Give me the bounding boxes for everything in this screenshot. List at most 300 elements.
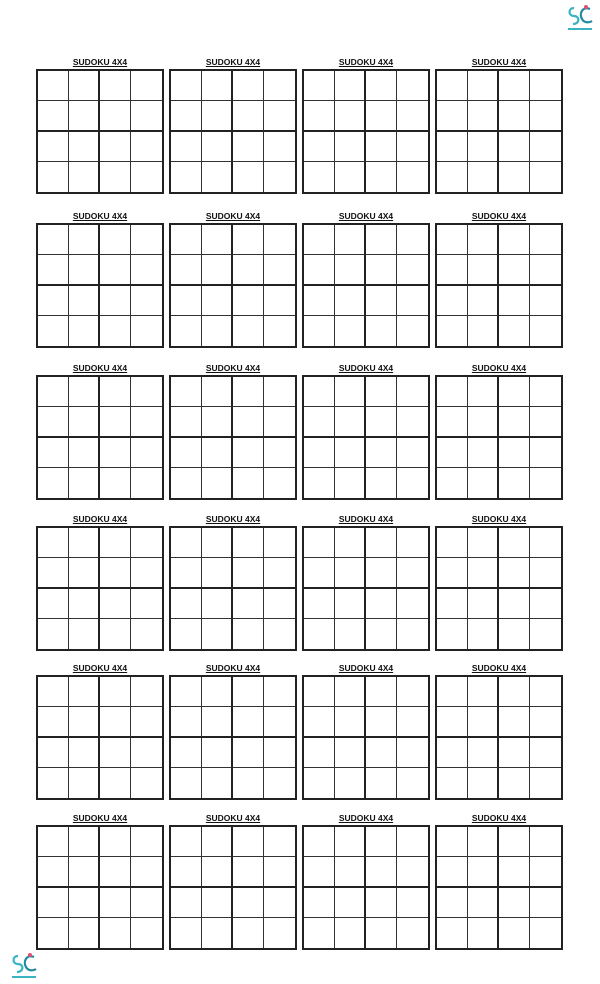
sudoku-cell[interactable] — [366, 286, 397, 316]
sudoku-cell[interactable] — [530, 407, 561, 437]
sudoku-cell[interactable] — [100, 101, 131, 131]
sudoku-cell[interactable] — [468, 857, 499, 887]
sudoku-cell[interactable] — [335, 71, 366, 101]
sudoku-cell[interactable] — [335, 438, 366, 468]
sudoku-cell[interactable] — [202, 619, 233, 649]
sudoku-cell[interactable] — [100, 438, 131, 468]
sudoku-cell[interactable] — [397, 768, 428, 798]
sudoku-cell[interactable] — [233, 407, 264, 437]
sudoku-cell[interactable] — [304, 738, 335, 768]
sudoku-cell[interactable] — [366, 619, 397, 649]
sudoku-cell[interactable] — [335, 255, 366, 285]
sudoku-cell[interactable] — [264, 738, 295, 768]
sudoku-cell[interactable] — [437, 918, 468, 948]
sudoku-cell[interactable] — [499, 918, 530, 948]
sudoku-cell[interactable] — [304, 888, 335, 918]
sudoku-cell[interactable] — [264, 101, 295, 131]
sudoku-cell[interactable] — [397, 707, 428, 737]
sudoku-cell[interactable] — [366, 589, 397, 619]
sudoku-cell[interactable] — [233, 71, 264, 101]
sudoku-cell[interactable] — [171, 677, 202, 707]
sudoku-cell[interactable] — [131, 438, 162, 468]
sudoku-cell[interactable] — [69, 286, 100, 316]
sudoku-cell[interactable] — [233, 827, 264, 857]
sudoku-cell[interactable] — [530, 225, 561, 255]
sudoku-cell[interactable] — [38, 768, 69, 798]
sudoku-cell[interactable] — [468, 286, 499, 316]
sudoku-cell[interactable] — [335, 286, 366, 316]
sudoku-cell[interactable] — [69, 738, 100, 768]
sudoku-cell[interactable] — [335, 918, 366, 948]
sudoku-cell[interactable] — [131, 528, 162, 558]
sudoku-cell[interactable] — [437, 286, 468, 316]
sudoku-cell[interactable] — [202, 768, 233, 798]
sudoku-cell[interactable] — [397, 857, 428, 887]
sudoku-cell[interactable] — [233, 918, 264, 948]
sudoku-cell[interactable] — [202, 225, 233, 255]
sudoku-cell[interactable] — [437, 316, 468, 346]
sudoku-cell[interactable] — [468, 468, 499, 498]
sudoku-cell[interactable] — [38, 407, 69, 437]
sudoku-cell[interactable] — [499, 468, 530, 498]
sudoku-cell[interactable] — [202, 286, 233, 316]
sudoku-cell[interactable] — [38, 738, 69, 768]
sudoku-cell[interactable] — [397, 677, 428, 707]
sudoku-cell[interactable] — [397, 528, 428, 558]
sudoku-cell[interactable] — [397, 101, 428, 131]
sudoku-cell[interactable] — [38, 255, 69, 285]
sudoku-cell[interactable] — [171, 377, 202, 407]
sudoku-cell[interactable] — [171, 468, 202, 498]
sudoku-cell[interactable] — [468, 225, 499, 255]
sudoku-cell[interactable] — [335, 888, 366, 918]
sudoku-cell[interactable] — [69, 377, 100, 407]
sudoku-cell[interactable] — [202, 707, 233, 737]
sudoku-cell[interactable] — [202, 918, 233, 948]
sudoku-cell[interactable] — [202, 255, 233, 285]
sudoku-cell[interactable] — [233, 377, 264, 407]
sudoku-cell[interactable] — [202, 101, 233, 131]
sudoku-cell[interactable] — [38, 225, 69, 255]
sudoku-cell[interactable] — [38, 707, 69, 737]
sudoku-cell[interactable] — [437, 255, 468, 285]
sudoku-cell[interactable] — [171, 558, 202, 588]
sudoku-cell[interactable] — [499, 738, 530, 768]
sudoku-cell[interactable] — [264, 225, 295, 255]
sudoku-cell[interactable] — [366, 377, 397, 407]
sudoku-cell[interactable] — [264, 528, 295, 558]
sudoku-cell[interactable] — [233, 738, 264, 768]
sudoku-cell[interactable] — [69, 528, 100, 558]
sudoku-cell[interactable] — [530, 558, 561, 588]
sudoku-cell[interactable] — [38, 377, 69, 407]
sudoku-cell[interactable] — [366, 768, 397, 798]
sudoku-cell[interactable] — [397, 286, 428, 316]
sudoku-cell[interactable] — [69, 101, 100, 131]
sudoku-cell[interactable] — [131, 468, 162, 498]
sudoku-cell[interactable] — [468, 162, 499, 192]
sudoku-cell[interactable] — [499, 589, 530, 619]
sudoku-cell[interactable] — [397, 316, 428, 346]
sudoku-cell[interactable] — [468, 377, 499, 407]
sudoku-cell[interactable] — [100, 225, 131, 255]
sudoku-cell[interactable] — [171, 286, 202, 316]
sudoku-cell[interactable] — [499, 316, 530, 346]
sudoku-cell[interactable] — [304, 677, 335, 707]
sudoku-cell[interactable] — [499, 827, 530, 857]
sudoku-cell[interactable] — [468, 589, 499, 619]
sudoku-cell[interactable] — [131, 407, 162, 437]
sudoku-cell[interactable] — [335, 738, 366, 768]
sudoku-cell[interactable] — [304, 255, 335, 285]
sudoku-cell[interactable] — [397, 558, 428, 588]
sudoku-cell[interactable] — [38, 589, 69, 619]
sudoku-cell[interactable] — [335, 589, 366, 619]
sudoku-cell[interactable] — [499, 132, 530, 162]
sudoku-cell[interactable] — [530, 707, 561, 737]
sudoku-cell[interactable] — [233, 162, 264, 192]
sudoku-cell[interactable] — [366, 162, 397, 192]
sudoku-cell[interactable] — [304, 528, 335, 558]
sudoku-cell[interactable] — [264, 677, 295, 707]
sudoku-cell[interactable] — [468, 768, 499, 798]
sudoku-cell[interactable] — [304, 71, 335, 101]
sudoku-cell[interactable] — [38, 619, 69, 649]
sudoku-cell[interactable] — [131, 918, 162, 948]
sudoku-cell[interactable] — [468, 888, 499, 918]
sudoku-cell[interactable] — [202, 438, 233, 468]
sudoku-cell[interactable] — [366, 71, 397, 101]
sudoku-cell[interactable] — [100, 857, 131, 887]
sudoku-cell[interactable] — [437, 768, 468, 798]
sudoku-cell[interactable] — [131, 71, 162, 101]
sudoku-cell[interactable] — [131, 827, 162, 857]
sudoku-cell[interactable] — [38, 132, 69, 162]
sudoku-cell[interactable] — [304, 827, 335, 857]
sudoku-cell[interactable] — [304, 101, 335, 131]
sudoku-cell[interactable] — [530, 619, 561, 649]
sudoku-cell[interactable] — [171, 407, 202, 437]
sudoku-cell[interactable] — [69, 132, 100, 162]
sudoku-cell[interactable] — [335, 827, 366, 857]
sudoku-cell[interactable] — [38, 286, 69, 316]
sudoku-cell[interactable] — [304, 132, 335, 162]
sudoku-cell[interactable] — [233, 101, 264, 131]
sudoku-cell[interactable] — [171, 225, 202, 255]
sudoku-cell[interactable] — [100, 286, 131, 316]
sudoku-cell[interactable] — [202, 888, 233, 918]
sudoku-cell[interactable] — [38, 101, 69, 131]
sudoku-cell[interactable] — [468, 738, 499, 768]
sudoku-cell[interactable] — [202, 677, 233, 707]
sudoku-cell[interactable] — [38, 468, 69, 498]
sudoku-cell[interactable] — [38, 857, 69, 887]
sudoku-cell[interactable] — [69, 225, 100, 255]
sudoku-cell[interactable] — [499, 888, 530, 918]
sudoku-cell[interactable] — [131, 707, 162, 737]
sudoku-cell[interactable] — [468, 101, 499, 131]
sudoku-cell[interactable] — [335, 528, 366, 558]
sudoku-cell[interactable] — [233, 468, 264, 498]
sudoku-cell[interactable] — [304, 707, 335, 737]
sudoku-cell[interactable] — [131, 286, 162, 316]
sudoku-cell[interactable] — [171, 768, 202, 798]
sudoku-cell[interactable] — [437, 377, 468, 407]
sudoku-cell[interactable] — [264, 589, 295, 619]
sudoku-cell[interactable] — [335, 225, 366, 255]
sudoku-cell[interactable] — [171, 255, 202, 285]
sudoku-cell[interactable] — [304, 857, 335, 887]
sudoku-cell[interactable] — [499, 768, 530, 798]
sudoku-cell[interactable] — [264, 162, 295, 192]
sudoku-cell[interactable] — [69, 589, 100, 619]
sudoku-cell[interactable] — [233, 677, 264, 707]
sudoku-cell[interactable] — [499, 71, 530, 101]
sudoku-cell[interactable] — [131, 558, 162, 588]
sudoku-cell[interactable] — [397, 407, 428, 437]
sudoku-cell[interactable] — [437, 888, 468, 918]
sudoku-cell[interactable] — [264, 132, 295, 162]
sudoku-cell[interactable] — [233, 888, 264, 918]
sudoku-cell[interactable] — [69, 888, 100, 918]
sudoku-cell[interactable] — [335, 857, 366, 887]
sudoku-cell[interactable] — [69, 71, 100, 101]
sudoku-cell[interactable] — [499, 438, 530, 468]
sudoku-cell[interactable] — [366, 707, 397, 737]
sudoku-cell[interactable] — [69, 918, 100, 948]
sudoku-cell[interactable] — [530, 101, 561, 131]
sudoku-cell[interactable] — [366, 827, 397, 857]
sudoku-cell[interactable] — [202, 316, 233, 346]
sudoku-cell[interactable] — [468, 528, 499, 558]
sudoku-cell[interactable] — [335, 677, 366, 707]
sudoku-cell[interactable] — [100, 677, 131, 707]
sudoku-cell[interactable] — [304, 225, 335, 255]
sudoku-cell[interactable] — [100, 619, 131, 649]
sudoku-cell[interactable] — [530, 316, 561, 346]
sudoku-cell[interactable] — [171, 738, 202, 768]
sudoku-cell[interactable] — [437, 677, 468, 707]
sudoku-cell[interactable] — [264, 407, 295, 437]
sudoku-cell[interactable] — [264, 857, 295, 887]
sudoku-cell[interactable] — [366, 918, 397, 948]
sudoku-cell[interactable] — [100, 255, 131, 285]
sudoku-cell[interactable] — [468, 407, 499, 437]
sudoku-cell[interactable] — [69, 827, 100, 857]
sudoku-cell[interactable] — [171, 827, 202, 857]
sudoku-cell[interactable] — [264, 707, 295, 737]
sudoku-cell[interactable] — [171, 438, 202, 468]
sudoku-cell[interactable] — [202, 162, 233, 192]
sudoku-cell[interactable] — [264, 286, 295, 316]
sudoku-cell[interactable] — [304, 619, 335, 649]
sudoku-cell[interactable] — [171, 619, 202, 649]
sudoku-cell[interactable] — [335, 377, 366, 407]
sudoku-cell[interactable] — [69, 677, 100, 707]
sudoku-cell[interactable] — [530, 377, 561, 407]
sudoku-cell[interactable] — [131, 132, 162, 162]
sudoku-cell[interactable] — [233, 768, 264, 798]
sudoku-cell[interactable] — [100, 707, 131, 737]
sudoku-cell[interactable] — [397, 377, 428, 407]
sudoku-cell[interactable] — [499, 528, 530, 558]
sudoku-cell[interactable] — [264, 468, 295, 498]
sudoku-cell[interactable] — [530, 827, 561, 857]
sudoku-cell[interactable] — [100, 377, 131, 407]
sudoku-cell[interactable] — [202, 827, 233, 857]
sudoku-cell[interactable] — [233, 438, 264, 468]
sudoku-cell[interactable] — [100, 768, 131, 798]
sudoku-cell[interactable] — [171, 162, 202, 192]
sudoku-cell[interactable] — [304, 162, 335, 192]
sudoku-cell[interactable] — [335, 468, 366, 498]
sudoku-cell[interactable] — [171, 101, 202, 131]
sudoku-cell[interactable] — [38, 438, 69, 468]
sudoku-cell[interactable] — [397, 619, 428, 649]
sudoku-cell[interactable] — [397, 589, 428, 619]
sudoku-cell[interactable] — [202, 589, 233, 619]
sudoku-cell[interactable] — [100, 316, 131, 346]
sudoku-cell[interactable] — [304, 377, 335, 407]
sudoku-cell[interactable] — [437, 225, 468, 255]
sudoku-cell[interactable] — [264, 558, 295, 588]
sudoku-cell[interactable] — [468, 438, 499, 468]
sudoku-cell[interactable] — [335, 768, 366, 798]
sudoku-cell[interactable] — [38, 558, 69, 588]
sudoku-cell[interactable] — [171, 132, 202, 162]
sudoku-cell[interactable] — [38, 888, 69, 918]
sudoku-cell[interactable] — [530, 286, 561, 316]
sudoku-cell[interactable] — [366, 438, 397, 468]
sudoku-cell[interactable] — [171, 71, 202, 101]
sudoku-cell[interactable] — [530, 768, 561, 798]
sudoku-cell[interactable] — [530, 255, 561, 285]
sudoku-cell[interactable] — [437, 132, 468, 162]
sudoku-cell[interactable] — [202, 857, 233, 887]
sudoku-cell[interactable] — [499, 857, 530, 887]
sudoku-cell[interactable] — [131, 619, 162, 649]
sudoku-cell[interactable] — [202, 132, 233, 162]
sudoku-cell[interactable] — [233, 316, 264, 346]
sudoku-cell[interactable] — [202, 407, 233, 437]
sudoku-cell[interactable] — [100, 407, 131, 437]
sudoku-cell[interactable] — [530, 918, 561, 948]
sudoku-cell[interactable] — [264, 888, 295, 918]
sudoku-cell[interactable] — [100, 132, 131, 162]
sudoku-cell[interactable] — [69, 619, 100, 649]
sudoku-cell[interactable] — [131, 101, 162, 131]
sudoku-cell[interactable] — [437, 162, 468, 192]
sudoku-cell[interactable] — [397, 738, 428, 768]
sudoku-cell[interactable] — [468, 71, 499, 101]
sudoku-cell[interactable] — [69, 857, 100, 887]
sudoku-cell[interactable] — [304, 316, 335, 346]
sudoku-cell[interactable] — [131, 857, 162, 887]
sudoku-cell[interactable] — [171, 918, 202, 948]
sudoku-cell[interactable] — [397, 468, 428, 498]
sudoku-cell[interactable] — [366, 316, 397, 346]
sudoku-cell[interactable] — [530, 162, 561, 192]
sudoku-cell[interactable] — [530, 528, 561, 558]
sudoku-cell[interactable] — [171, 528, 202, 558]
sudoku-cell[interactable] — [100, 468, 131, 498]
sudoku-cell[interactable] — [304, 438, 335, 468]
sudoku-cell[interactable] — [366, 407, 397, 437]
sudoku-cell[interactable] — [304, 918, 335, 948]
sudoku-cell[interactable] — [100, 918, 131, 948]
sudoku-cell[interactable] — [468, 316, 499, 346]
sudoku-cell[interactable] — [233, 528, 264, 558]
sudoku-cell[interactable] — [437, 619, 468, 649]
sudoku-cell[interactable] — [499, 286, 530, 316]
sudoku-cell[interactable] — [499, 677, 530, 707]
sudoku-cell[interactable] — [437, 407, 468, 437]
sudoku-cell[interactable] — [233, 132, 264, 162]
sudoku-cell[interactable] — [397, 255, 428, 285]
sudoku-cell[interactable] — [69, 255, 100, 285]
sudoku-cell[interactable] — [233, 558, 264, 588]
sudoku-cell[interactable] — [264, 918, 295, 948]
sudoku-cell[interactable] — [202, 468, 233, 498]
sudoku-cell[interactable] — [499, 619, 530, 649]
sudoku-cell[interactable] — [468, 132, 499, 162]
sudoku-cell[interactable] — [397, 888, 428, 918]
sudoku-cell[interactable] — [335, 558, 366, 588]
sudoku-cell[interactable] — [233, 857, 264, 887]
sudoku-cell[interactable] — [335, 619, 366, 649]
sudoku-cell[interactable] — [38, 316, 69, 346]
sudoku-cell[interactable] — [100, 528, 131, 558]
sudoku-cell[interactable] — [437, 857, 468, 887]
sudoku-cell[interactable] — [131, 768, 162, 798]
sudoku-cell[interactable] — [38, 918, 69, 948]
sudoku-cell[interactable] — [499, 255, 530, 285]
sudoku-cell[interactable] — [131, 677, 162, 707]
sudoku-cell[interactable] — [366, 857, 397, 887]
sudoku-cell[interactable] — [131, 225, 162, 255]
sudoku-cell[interactable] — [530, 438, 561, 468]
sudoku-cell[interactable] — [499, 162, 530, 192]
sudoku-cell[interactable] — [202, 738, 233, 768]
sudoku-cell[interactable] — [202, 377, 233, 407]
sudoku-cell[interactable] — [304, 589, 335, 619]
sudoku-cell[interactable] — [131, 316, 162, 346]
sudoku-cell[interactable] — [335, 707, 366, 737]
sudoku-cell[interactable] — [468, 918, 499, 948]
sudoku-cell[interactable] — [499, 558, 530, 588]
sudoku-cell[interactable] — [69, 438, 100, 468]
sudoku-cell[interactable] — [304, 407, 335, 437]
sudoku-cell[interactable] — [264, 619, 295, 649]
sudoku-cell[interactable] — [304, 468, 335, 498]
sudoku-cell[interactable] — [437, 827, 468, 857]
sudoku-cell[interactable] — [131, 377, 162, 407]
sudoku-cell[interactable] — [437, 101, 468, 131]
sudoku-cell[interactable] — [171, 707, 202, 737]
sudoku-cell[interactable] — [468, 707, 499, 737]
sudoku-cell[interactable] — [233, 286, 264, 316]
sudoku-cell[interactable] — [397, 162, 428, 192]
sudoku-cell[interactable] — [69, 162, 100, 192]
sudoku-cell[interactable] — [202, 71, 233, 101]
sudoku-cell[interactable] — [69, 316, 100, 346]
sudoku-cell[interactable] — [131, 589, 162, 619]
sudoku-cell[interactable] — [131, 255, 162, 285]
sudoku-cell[interactable] — [69, 558, 100, 588]
sudoku-cell[interactable] — [233, 707, 264, 737]
sudoku-cell[interactable] — [38, 162, 69, 192]
sudoku-cell[interactable] — [468, 255, 499, 285]
